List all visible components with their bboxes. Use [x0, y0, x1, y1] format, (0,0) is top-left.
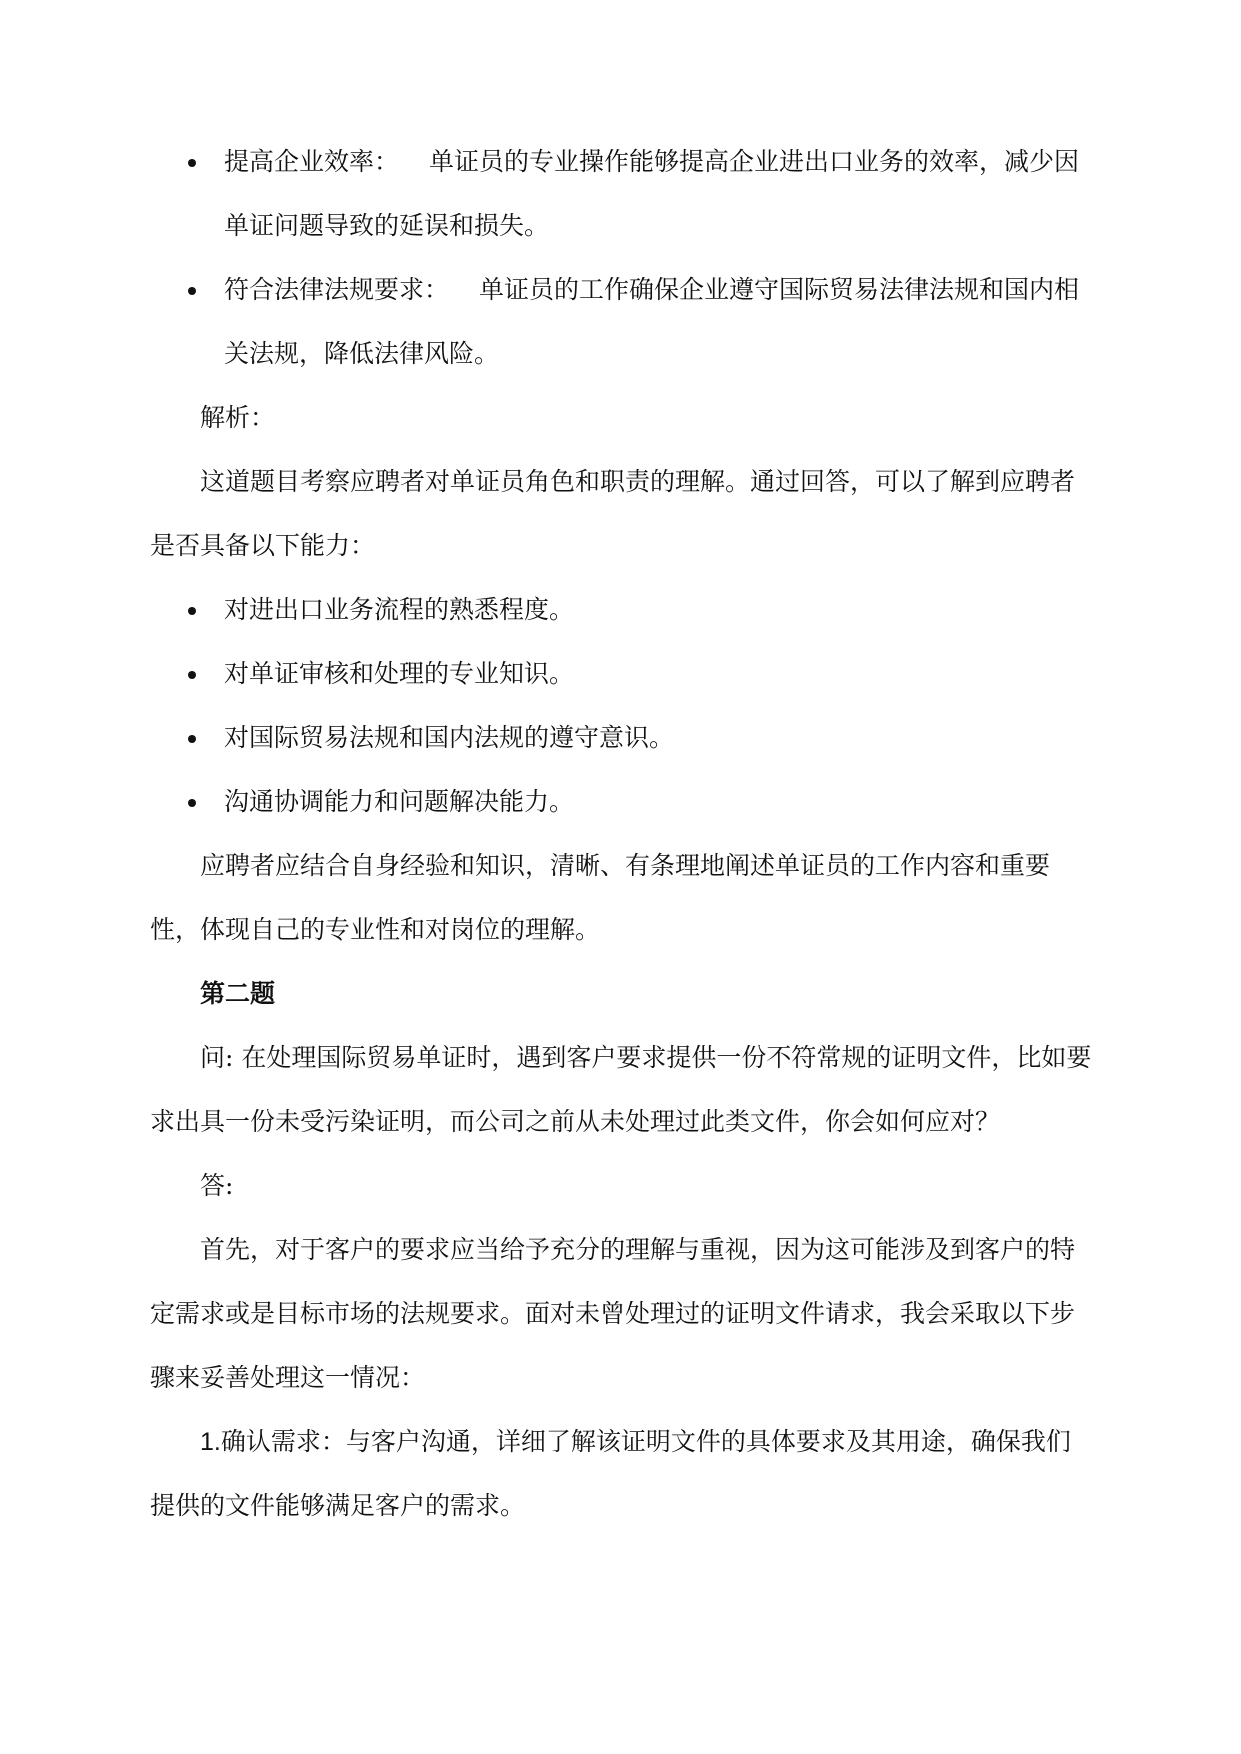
bullet-dot-icon: [188, 799, 196, 807]
ability-item: [150, 578, 1095, 642]
ability-text: 对国际贸易法规和国内法规的遵守意识。: [224, 723, 675, 752]
bullet-text: 单证员的专业操作能够提高企业进出口业务的效率，减少因单证问题导致的延误和损失。: [224, 147, 1080, 240]
ability-text: 对进出口业务流程的熟悉程度。: [224, 595, 575, 624]
question-text: 问: 在处理国际贸易单证时，遇到客户要求提供一份不符常规的证明文件，比如要求出具一份未受污染证明，而公司之前从未处理过此类文件，你会如何应对？: [150, 1043, 1092, 1136]
ability-text: 沟通协调能力和问题解决能力。: [224, 787, 575, 816]
ability-item: [150, 770, 1095, 834]
document-body: [150, 130, 1095, 1538]
step-text: 确认需求：与客户沟通，详细了解该证明文件的具体要求及其用途，确保我们提供的文件能够满足客户的需求。: [150, 1427, 1071, 1520]
bullet-label: 提高企业效率：: [224, 147, 400, 176]
analysis-text: 这道题目考察应聘者对单证员角色和职责的理解。通过回答，可以了解到应聘者是否具备以下能力：: [150, 467, 1076, 560]
bullet-dot-icon: [188, 735, 196, 743]
bullet-dot-icon: [188, 287, 196, 295]
ability-text: 对单证审核和处理的专业知识。: [224, 659, 575, 688]
step-number: 1.: [200, 1428, 221, 1456]
bullet-dot-icon: [188, 607, 196, 615]
ability-item: [150, 642, 1095, 706]
bullet-item-efficiency: [150, 130, 1095, 258]
step-1: [150, 1410, 1095, 1538]
answer-label: 答:: [200, 1171, 234, 1200]
closing-text: 应聘者应结合自身经验和知识，清晰、有条理地阐述单证员的工作内容和重要性，体现自己的专业性和对岗位的理解。: [150, 851, 1051, 944]
bullet-label: 符合法律法规要求：: [224, 275, 450, 304]
bullet-item-compliance: [150, 258, 1095, 386]
ability-item: [150, 706, 1095, 770]
answer-intro: 首先，对于客户的要求应当给予充分的理解与重视，因为这可能涉及到客户的特定需求或是目标市场的法规要求。面对未曾处理过的证明文件请求，我会采取以下步骤来妥善处理这一情况：: [150, 1235, 1076, 1392]
analysis-label: 解析：: [200, 403, 276, 432]
bullet-text: 单证员的工作确保企业遵守国际贸易法律法规和国内相关法规，降低法律风险。: [224, 275, 1080, 368]
bullet-dot-icon: [188, 671, 196, 679]
section-title: 第二题: [200, 979, 276, 1008]
bullet-dot-icon: [188, 159, 196, 167]
